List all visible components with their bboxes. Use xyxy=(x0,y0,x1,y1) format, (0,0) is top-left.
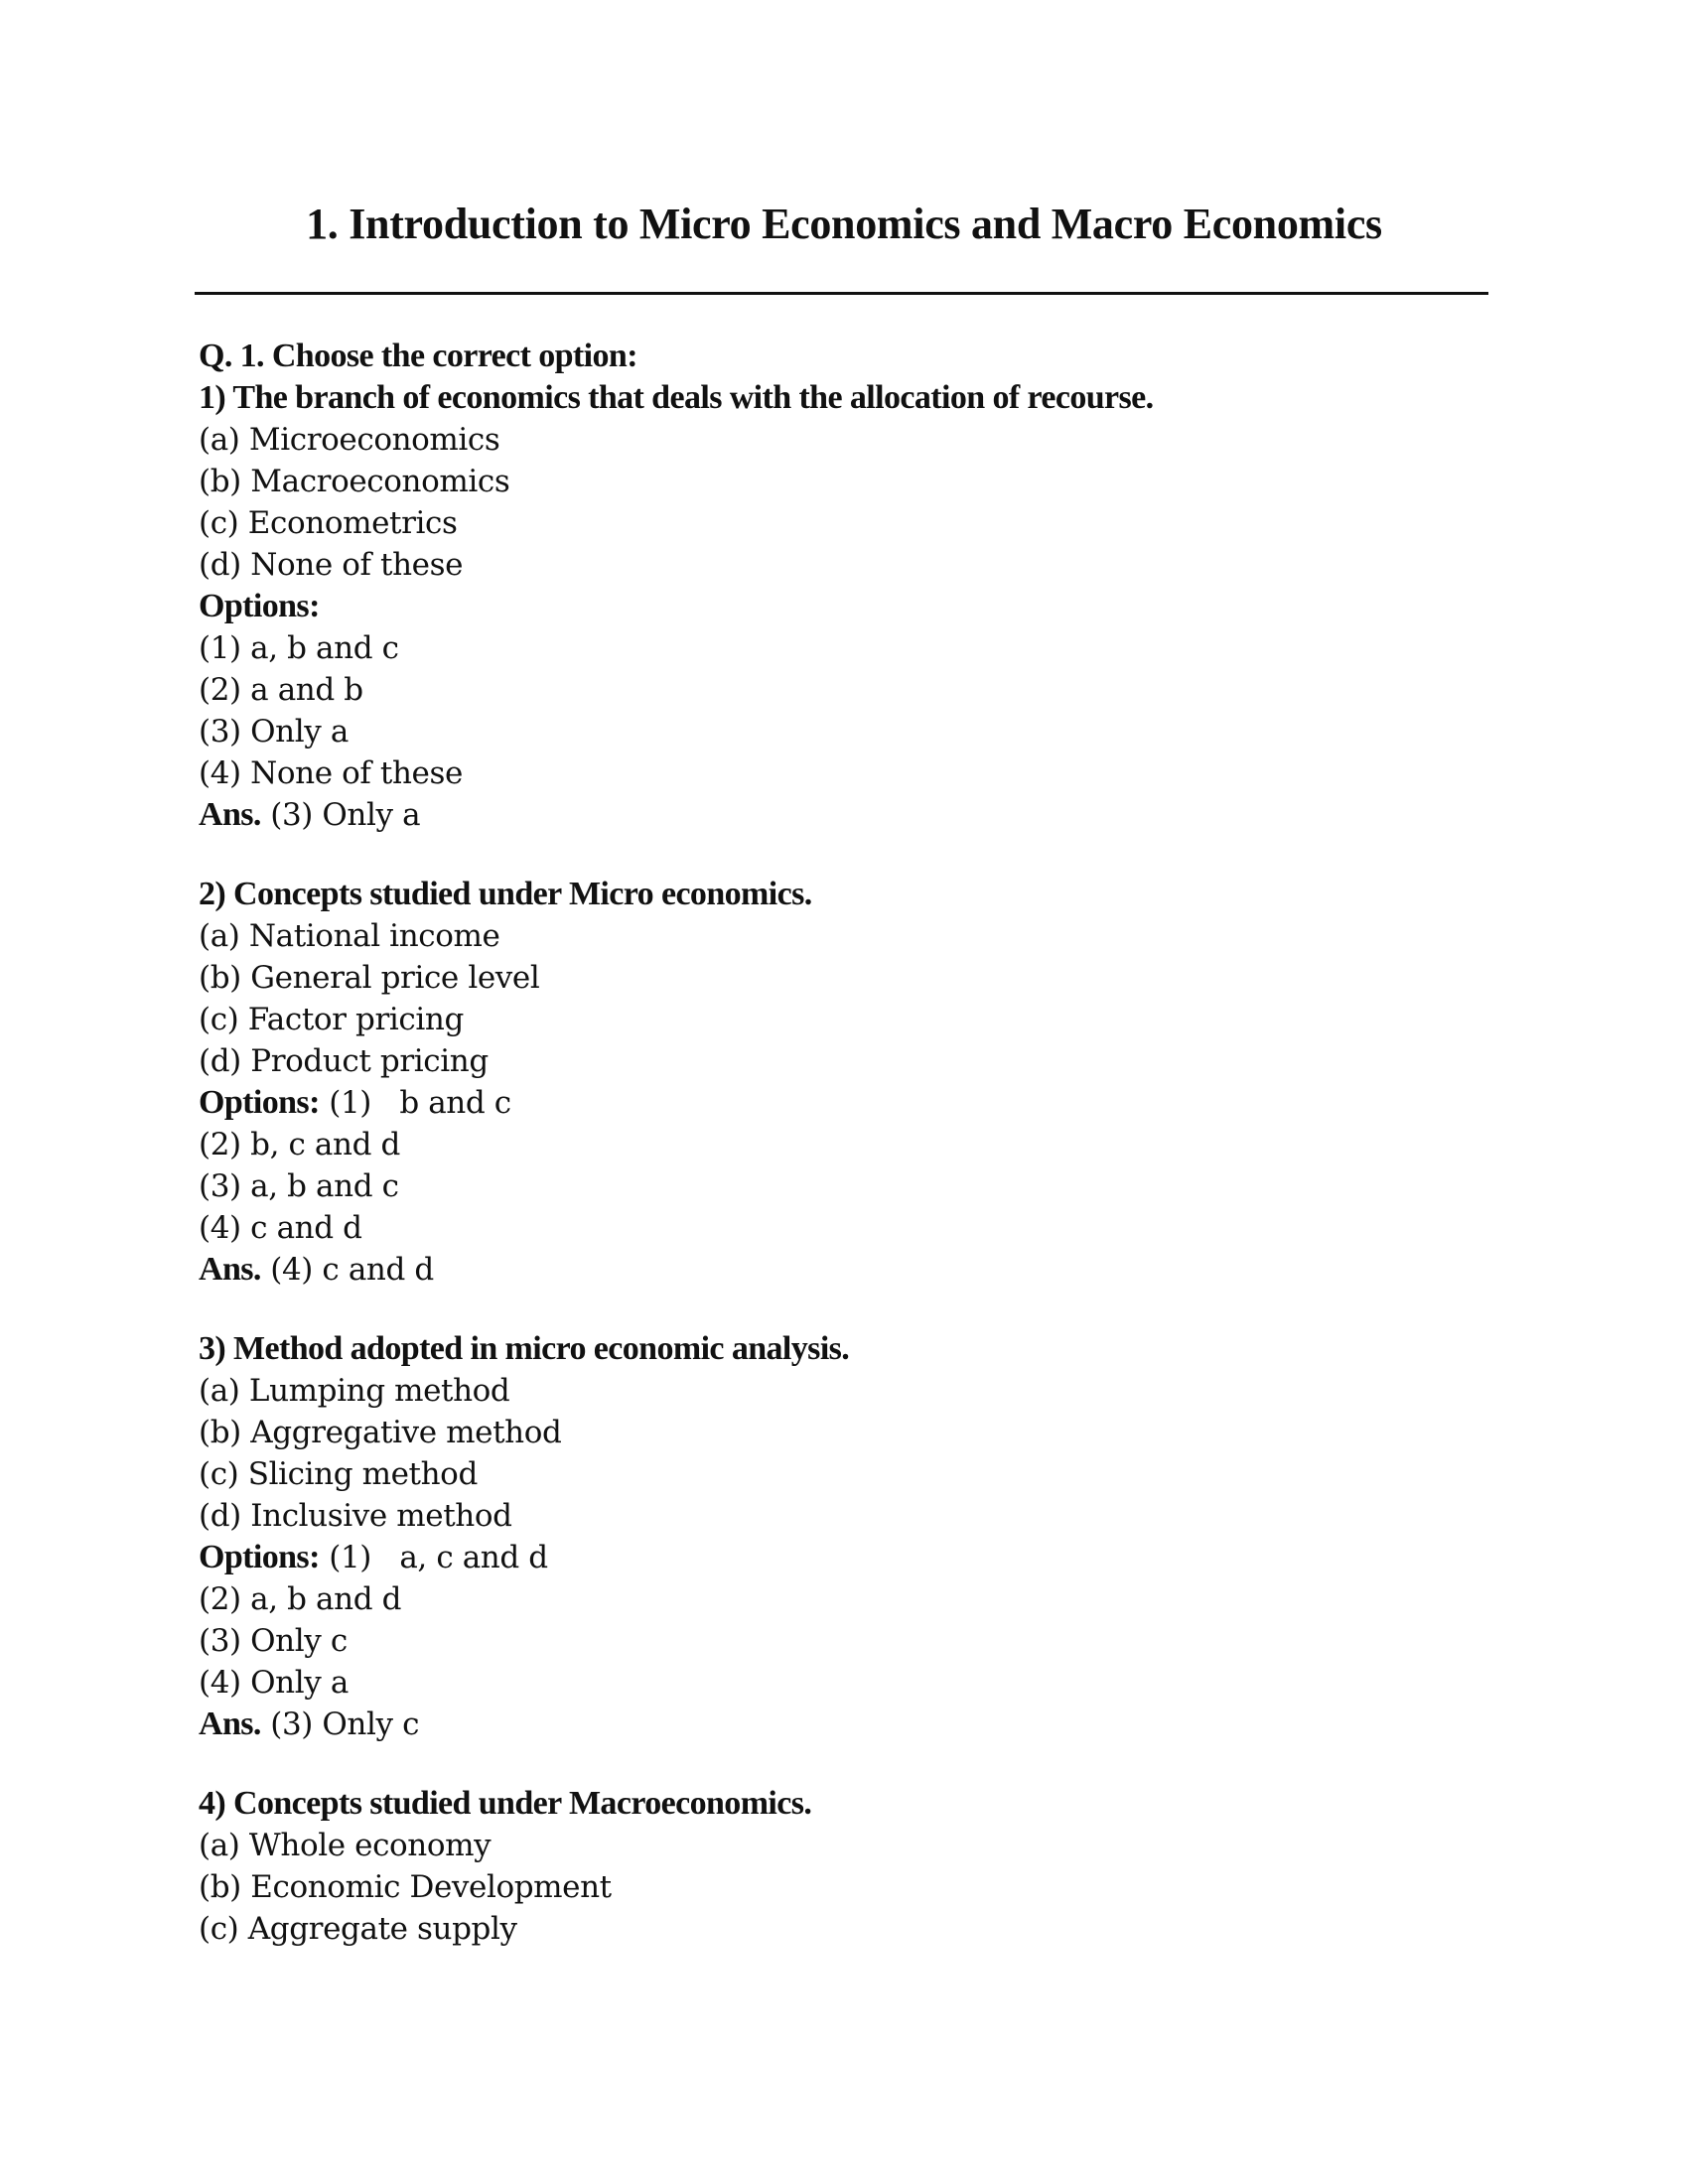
question-prompt: 4) Concepts studied under Macroeconomics. xyxy=(199,1785,812,1822)
options-label: Options: xyxy=(199,1084,320,1121)
option-4: (4) Only a xyxy=(199,1665,349,1701)
choice-c: (c) Aggregate supply xyxy=(199,1911,517,1947)
option-3: (3) a, b and c xyxy=(199,1168,399,1204)
question-prompt: 1) The branch of economics that deals with the allocation of recourse. xyxy=(199,379,1154,416)
options-label: Options: xyxy=(199,588,320,624)
choice-b: (b) General price level xyxy=(199,960,540,996)
answer-line xyxy=(199,1704,1489,1745)
option-1: (1) a, b and c xyxy=(199,630,399,666)
choice-c: (c) Factor pricing xyxy=(199,1002,464,1037)
question-1 xyxy=(199,336,1489,836)
answer-label: Ans. xyxy=(199,1251,261,1288)
options-label: Options: xyxy=(199,1539,320,1575)
question-4 xyxy=(199,1783,1489,1950)
choice-c: (c) Econometrics xyxy=(199,505,458,541)
options-line xyxy=(199,1537,1489,1578)
choice-d: (d) None of these xyxy=(199,547,464,583)
answer-line xyxy=(199,794,1489,836)
option-2: (2) b, c and d xyxy=(199,1127,400,1162)
question-3 xyxy=(199,1328,1489,1745)
page-title: 1. Introduction to Micro Economics and Macro Economics xyxy=(306,200,1382,248)
question-2 xyxy=(199,874,1489,1291)
option-3: (3) Only c xyxy=(199,1623,348,1659)
question-content xyxy=(199,336,1489,1950)
choice-a: (a) Lumping method xyxy=(199,1373,510,1409)
answer-text: (3) Only a xyxy=(260,797,421,833)
choice-c: (c) Slicing method xyxy=(199,1456,478,1492)
option-4: (4) c and d xyxy=(199,1210,362,1246)
option-1: (1) b and c xyxy=(319,1085,511,1121)
title-divider xyxy=(195,292,1488,295)
option-2: (2) a and b xyxy=(199,672,363,708)
choice-a: (a) Whole economy xyxy=(199,1828,492,1863)
choice-b: (b) Macroeconomics xyxy=(199,464,510,499)
choice-d: (d) Product pricing xyxy=(199,1043,489,1079)
choice-b: (b) Aggregative method xyxy=(199,1415,562,1450)
option-4: (4) None of these xyxy=(199,755,463,791)
question-prompt: 3) Method adopted in micro economic analysis. xyxy=(199,1330,850,1367)
answer-line xyxy=(199,1249,1489,1291)
answer-text: (4) c and d xyxy=(260,1252,434,1288)
answer-text: (3) Only c xyxy=(260,1706,420,1742)
answer-label: Ans. xyxy=(199,1706,261,1742)
choice-a: (a) National income xyxy=(199,918,500,954)
options-line xyxy=(199,1082,1489,1124)
option-1: (1) a, c and d xyxy=(319,1540,548,1575)
answer-label: Ans. xyxy=(199,796,261,833)
choice-a: (a) Microeconomics xyxy=(199,422,500,458)
section-heading: Q. 1. Choose the correct option: xyxy=(199,338,637,374)
option-2: (2) a, b and d xyxy=(199,1581,402,1617)
choice-b: (b) Economic Development xyxy=(199,1869,612,1905)
question-prompt: 2) Concepts studied under Micro economics. xyxy=(199,876,812,912)
option-3: (3) Only a xyxy=(199,714,349,750)
choice-d: (d) Inclusive method xyxy=(199,1498,512,1534)
